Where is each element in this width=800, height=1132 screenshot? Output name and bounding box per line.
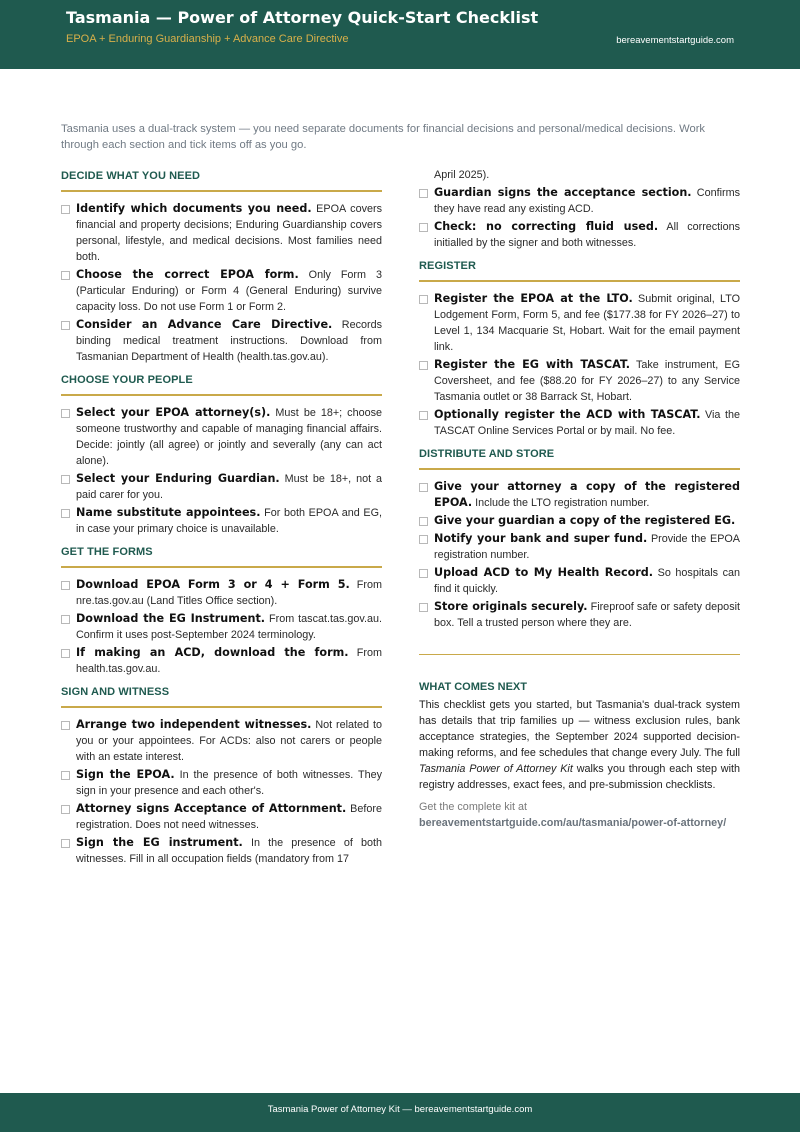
checkbox[interactable] <box>61 271 70 280</box>
item-heading: Optionally register the ACD with TASCAT. <box>434 408 701 421</box>
item-heading: Select your Enduring Guardian. <box>76 472 280 485</box>
item-text: Records binding medical treatment instructions. Download from Tasmanian Department of Health (health.tas.gov.au). <box>76 319 382 363</box>
item-text: EPOA covers financial and property decisions; Enduring Guardianship covers personal, lifestyle, and medical decisions. Most families need both. <box>76 203 382 263</box>
next-steps-title: WHAT COMES NEXT <box>419 681 527 693</box>
checklist-item[interactable] <box>61 801 382 833</box>
kit-link[interactable]: bereavementstartguide.com/au/tasmania/power-of-attorney/ <box>419 817 727 829</box>
checklist-item[interactable] <box>419 357 740 405</box>
item-text: Submit original, LTO Lodgement Form, Form 5, and fee ($177.38 for FY 2026–27) to Level 1, 134 Macquarie St, Hobart. Wait for the email payment link. <box>434 293 740 353</box>
checkbox[interactable] <box>61 475 70 484</box>
checklist-item[interactable] <box>419 407 740 439</box>
right-column <box>419 170 740 831</box>
checkbox[interactable] <box>419 223 428 232</box>
item-text: From nre.tas.gov.au (Land Titles Office section). <box>76 579 382 607</box>
checkbox[interactable] <box>419 483 428 492</box>
checklist-item[interactable] <box>61 201 382 265</box>
checklist-item[interactable] <box>61 767 382 799</box>
checkbox[interactable] <box>61 721 70 730</box>
next-text-part: walks you through each step with registry addresses, exact fees, and pre-submission checklists. <box>419 763 740 791</box>
checklist-item[interactable] <box>61 611 382 643</box>
section-title-register: REGISTER <box>419 260 740 282</box>
intro-paragraph: Tasmania uses a dual-track system — you need separate documents for financial decisions and personal/medical decisions. Work through each section and tick items off as you go. <box>61 123 706 151</box>
checkbox[interactable] <box>419 411 428 420</box>
item-text: Before registration. Does not need witnesses. <box>76 803 382 831</box>
checkbox[interactable] <box>61 839 70 848</box>
checklist-item[interactable] <box>61 577 382 609</box>
item-heading: Sign the EG instrument. <box>76 836 243 849</box>
footer-text: Tasmania Power of Attorney Kit — bereavementstartguide.com <box>267 1104 533 1115</box>
checkbox[interactable] <box>61 409 70 418</box>
item-text: Provide the EPOA registration number. <box>434 533 740 561</box>
checkbox[interactable] <box>419 603 428 612</box>
checklist-item[interactable] <box>61 267 382 315</box>
checklist-item[interactable] <box>419 599 740 631</box>
checklist-item[interactable] <box>419 531 740 563</box>
checklist-item[interactable] <box>61 835 382 867</box>
checklist-item[interactable] <box>419 219 740 251</box>
checklist-item[interactable] <box>61 645 382 677</box>
item-heading: Register the EPOA at the LTO. <box>434 292 633 305</box>
checkbox[interactable] <box>61 805 70 814</box>
next-steps-paragraph <box>419 697 740 793</box>
checkbox[interactable] <box>419 361 428 370</box>
checklist-item[interactable] <box>419 185 740 217</box>
checklist-item[interactable] <box>419 291 740 355</box>
checklist-item[interactable] <box>419 513 740 529</box>
checkbox[interactable] <box>61 649 70 658</box>
section-title-sign: SIGN AND WITNESS <box>61 686 382 708</box>
item-text: Must be 18+, not a paid carer for you. <box>76 473 382 501</box>
checklist-item[interactable] <box>61 317 382 365</box>
item-heading: Give your attorney a copy of the registered EPOA. <box>434 480 740 509</box>
kit-lead-text: Get the complete kit at <box>419 801 528 813</box>
checkbox[interactable] <box>61 321 70 330</box>
checkbox[interactable] <box>419 517 428 526</box>
item-text: Include the LTO registration number. <box>472 497 650 509</box>
item-heading: Select your EPOA attorney(s). <box>76 406 271 419</box>
item-text: All corrections initialled by the signer and both witnesses. <box>434 221 740 249</box>
page-subtitle: EPOA + Enduring Guardianship + Advance Care Directive <box>66 33 349 45</box>
checklist-item[interactable] <box>61 717 382 765</box>
checklist-item[interactable] <box>61 471 382 503</box>
item-heading: If making an ACD, download the form. <box>76 646 349 659</box>
item-heading: Choose the correct EPOA form. <box>76 268 299 281</box>
item-text: For both EPOA and EG, in case your primary choice is unavailable. <box>76 507 382 535</box>
item-heading: Check: no correcting fluid used. <box>434 220 659 233</box>
item-text: Only Form 3 (Particular Enduring) or Form 4 (General Enduring) survive capacity loss. Do not use Form 1 or Form 2. <box>76 269 382 313</box>
section-title-decide: DECIDE WHAT YOU NEED <box>61 170 382 192</box>
item-heading: Consider an Advance Care Directive. <box>76 318 333 331</box>
item-heading: Give your guardian a copy of the registered EG. <box>434 514 736 527</box>
item-text: From health.tas.gov.au. <box>76 647 382 675</box>
checklist-item[interactable] <box>61 405 382 469</box>
item-heading: Upload ACD to My Health Record. <box>434 566 654 579</box>
item-text: Fireproof safe or safety deposit box. Tell a trusted person where they are. <box>434 601 740 629</box>
checkbox[interactable] <box>419 295 428 304</box>
item-heading: Name substitute appointees. <box>76 506 261 519</box>
item-text: Confirms they have read any existing ACD. <box>434 187 740 215</box>
section-title-forms: GET THE FORMS <box>61 546 382 568</box>
checkbox[interactable] <box>61 205 70 214</box>
item-continuation: April 2025). <box>434 169 490 181</box>
item-heading: Notify your bank and super fund. <box>434 532 648 545</box>
item-text: In the presence of both witnesses. Fill in all occupation fields (mandatory from 17 <box>76 837 382 865</box>
item-text: From tascat.tas.gov.au. Confirm it uses post-September 2024 terminology. <box>76 613 382 641</box>
item-text: Must be 18+; choose someone trustworthy and capable of managing financial affairs. Decide: jointly (all agree) or jointly and severally (any can act alone). <box>76 407 382 467</box>
page-header <box>0 0 800 69</box>
checklist-item[interactable] <box>61 505 382 537</box>
item-text: In the presence of both witnesses. They sign in your presence and each other's. <box>76 769 382 797</box>
kit-name: Tasmania Power of Attorney Kit <box>419 763 573 775</box>
item-text: Not related to you or your appointees. For ACDs: also not carers or people with an estate interest. <box>76 719 382 763</box>
item-heading: Identify which documents you need. <box>76 202 312 215</box>
section-title-people: CHOOSE YOUR PEOPLE <box>61 374 382 396</box>
item-heading: Guardian signs the acceptance section. <box>434 186 692 199</box>
item-heading: Download EPOA Form 3 or 4 + Form 5. <box>76 578 350 591</box>
checkbox[interactable] <box>61 615 70 624</box>
checkbox[interactable] <box>61 771 70 780</box>
checklist-item[interactable] <box>419 479 740 511</box>
item-text: Via the TASCAT Online Services Portal or by mail. No fee. <box>434 409 741 437</box>
checkbox[interactable] <box>61 581 70 590</box>
item-heading: Sign the EPOA. <box>76 768 175 781</box>
item-text: So hospitals can find it quickly. <box>434 567 740 595</box>
page-footer <box>0 1093 800 1132</box>
item-heading: Arrange two independent witnesses. <box>76 718 312 731</box>
section-divider <box>419 654 740 655</box>
checkbox[interactable] <box>419 535 428 544</box>
checkbox[interactable] <box>419 189 428 198</box>
section-title-distribute: DISTRIBUTE AND STORE <box>419 448 740 470</box>
page-title: Tasmania — Power of Attorney Quick-Start Checklist <box>66 8 539 27</box>
checkbox[interactable] <box>419 569 428 578</box>
item-heading: Store originals securely. <box>434 600 588 613</box>
item-heading: Attorney signs Acceptance of Attornment. <box>76 802 347 815</box>
next-text-part: This checklist gets you started, but Tasmania's dual-track system has details that trip families up — witness exclusion rules, bank acceptance strategies, the September 2024 supported decision-making reforms, and fee schedules that change every July. The full <box>419 699 740 759</box>
checklist-item[interactable] <box>419 565 740 597</box>
item-heading: Register the EG with TASCAT. <box>434 358 631 371</box>
left-column <box>61 170 382 869</box>
item-heading: Download the EG Instrument. <box>76 612 266 625</box>
item-text: Take instrument, EG Coversheet, and fee ($88.20 for FY 2026–27) to any Service Tasmania outlet or 38 Barrack St, Hobart. <box>434 359 740 403</box>
checkbox[interactable] <box>61 509 70 518</box>
header-site-link[interactable]: bereavementstartguide.com <box>616 35 734 46</box>
